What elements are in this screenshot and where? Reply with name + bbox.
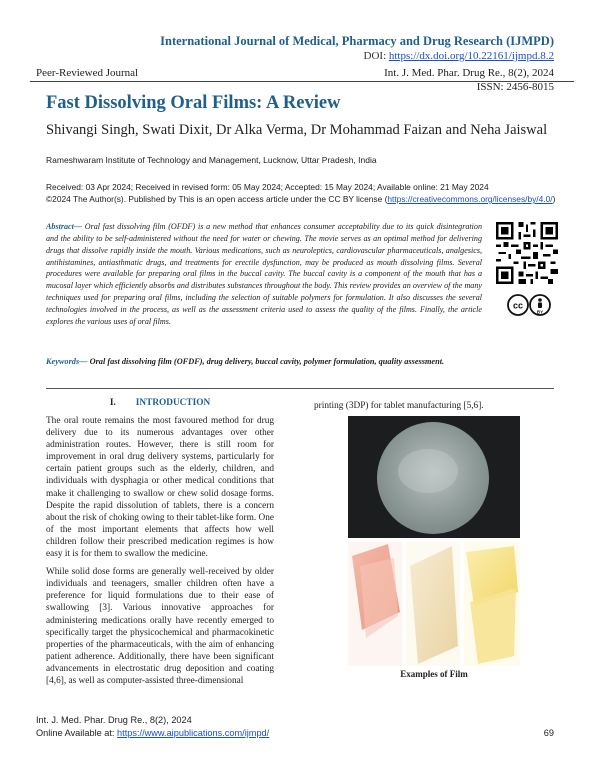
section-divider bbox=[46, 388, 554, 389]
doi-line bbox=[364, 50, 554, 62]
qr-code-icon[interactable] bbox=[496, 222, 558, 284]
abstract-text: Oral fast dissolving film (OFDF) is a new method that enhances consumer acceptability due to its quick disintegration and the ability to be self-administered without the need for water or chewing. The movie serves as an optimal method for delivering drugs that dissolve rapidly inside the mouth. Various medications, such as neuroleptics, cardiovascular pharmaceuticals, analgesics, antihistamines, antiasthmatic drugs, and treatments for erectile dysfunction, may be produced as mouth dissolving films. Several procedures were available for preparing oral films in the buccal cavity. The buccal cavity is a component of the mouth that has a mucosal layer which efficiently absorbs and distributes substances throughout the body. This review provides an overview of the many techniques used for preparing oral films, including the selection of suitable polymers for formulation. It also discusses the several technologies involved in the process, as well as the assessment criteria used to assess the quality of the films. Finally, the article explores the various uses of oral films. bbox=[46, 222, 482, 326]
section-number: I. bbox=[109, 398, 116, 408]
page-number: 69 bbox=[543, 728, 554, 738]
section-heading bbox=[46, 398, 274, 408]
doi-link[interactable]: https://dx.doi.org/10.22161/ijmpd.8.2 bbox=[388, 50, 554, 62]
abstract-label: Abstract— bbox=[46, 222, 82, 231]
online-label: Online Available at: bbox=[36, 728, 118, 738]
by-label: BY bbox=[536, 309, 544, 315]
keywords-label: Keywords— bbox=[46, 357, 88, 366]
cc-by-license-icon[interactable] bbox=[507, 294, 551, 316]
journal-title: International Journal of Medical, Pharmacy and Drug Research (IJMPD) bbox=[160, 34, 554, 48]
peer-reviewed-label: Peer-Reviewed Journal bbox=[36, 67, 139, 79]
doi-label: DOI: bbox=[363, 50, 389, 62]
license-suffix: ) bbox=[552, 194, 556, 204]
license-line bbox=[46, 193, 555, 205]
intro-column bbox=[46, 415, 274, 693]
section-title: INTRODUCTION bbox=[135, 398, 211, 408]
authors: Shivangi Singh, Swati Dixit, Dr Alka Verma, Dr Mohammad Faizan and Neha Jaiswal bbox=[46, 122, 548, 138]
film-figure bbox=[348, 416, 520, 666]
online-link[interactable]: https://www.aipublications.com/ijmpd/ bbox=[117, 728, 270, 738]
right-column-text: printing (3DP) for tablet manufacturing [5,6]. bbox=[314, 401, 484, 411]
intro-paragraph-2: While solid dose forms are generally well-received by older individuals and teenagers, smaller children often have a preference for liquid formulations due to their ease of swallowing [3]. Various innovative approaches for administering medications orally have recently emerged to specifically target the physicochemical and pharmacokinetic properties of the pharmaceuticals, with the aim of enhancing patient adherence. Additionally, there have been significant advancements in electrostatic drug deposition and coating [4,6], as well as computer-assisted three-dimensional bbox=[46, 567, 274, 686]
figure-caption: Examples of Film bbox=[400, 669, 468, 679]
license-link[interactable]: https://creativecommons.org/licenses/by/4.0/ bbox=[387, 194, 553, 204]
dates-line: Received: 03 Apr 2024; Received in revised form: 05 May 2024; Accepted: 15 May 2024; Available online: 21 May 2024 bbox=[46, 182, 489, 192]
keywords bbox=[46, 356, 482, 368]
license-prefix: ©2024 The Author(s). Published by This is an open access article under the CC BY license ( bbox=[46, 194, 388, 204]
header-citation: Int. J. Med. Phar. Drug Re., 8(2), 2024 bbox=[384, 67, 554, 79]
intro-paragraph-1: The oral route remains the most favoured method for drug delivery due to its numerous advantages over other administration routes. However, there is still room for improvement in oral drug delivery systems, particularly for certain patient groups such as the elderly, children, and individuals with dysphagia or other medical conditions that make it challenging to swallow or chew solid dosage forms. Despite the rapid dissolution of tablets, there is a concern about the risk of choking owing to their tablet-like form. One of the most important elements that affects how well children follow their prescribed medication regimes is how easy it is for them to swallow the medicine. bbox=[46, 416, 274, 560]
affiliation: Rameshwaram Institute of Technology and Management, Lucknow, Uttar Pradesh, India bbox=[46, 155, 377, 165]
footer-citation: Int. J. Med. Phar. Drug Re., 8(2), 2024 bbox=[36, 715, 192, 725]
issn: ISSN: 2456-8015 bbox=[476, 81, 554, 93]
keywords-text: Oral fast dissolving film (OFDF), drug delivery, buccal cavity, polymer formulation, quality assessment. bbox=[87, 357, 445, 366]
abstract bbox=[46, 221, 482, 328]
cc-label: cc bbox=[512, 300, 524, 311]
paper-title: Fast Dissolving Oral Films: A Review bbox=[46, 93, 341, 113]
article-dates bbox=[46, 181, 555, 205]
footer-online bbox=[36, 728, 269, 738]
